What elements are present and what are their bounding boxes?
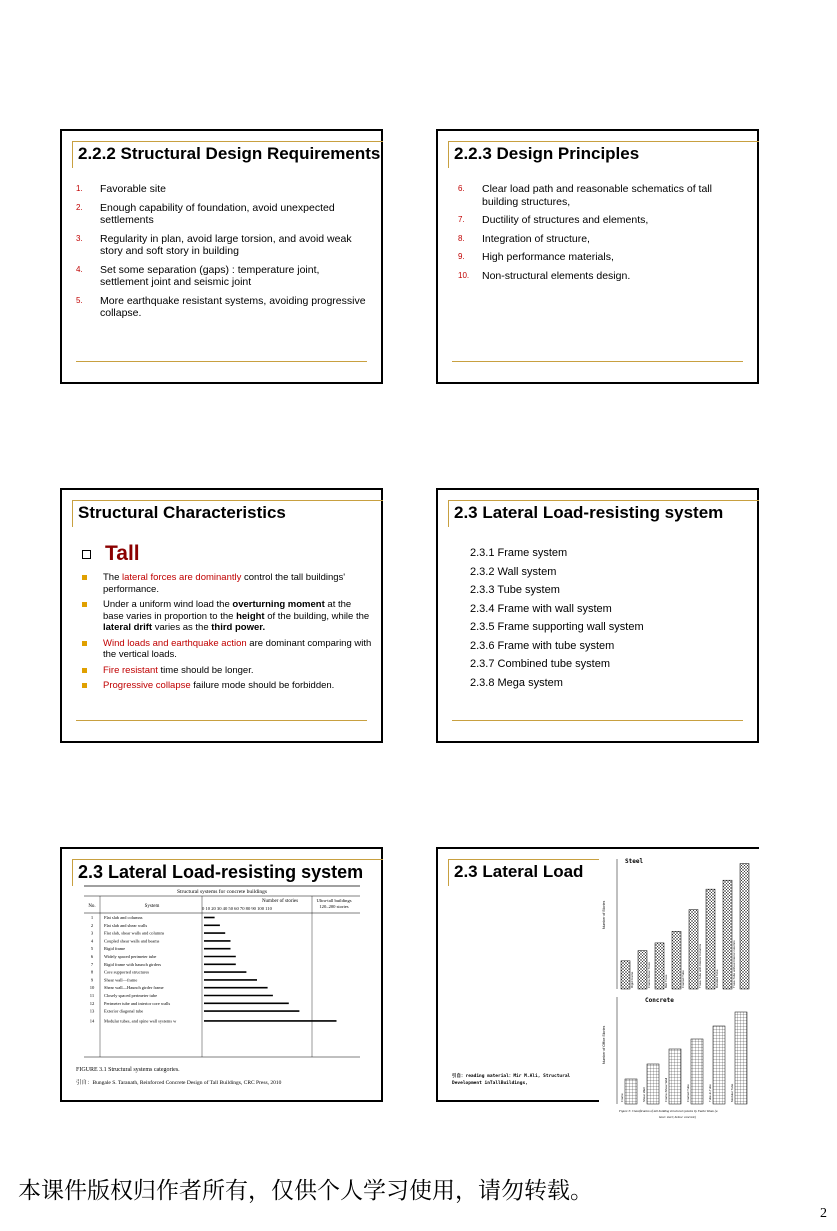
system-item: 2.3.2 Wall system (470, 565, 557, 578)
col-header-no: No. (88, 904, 96, 909)
highlight: Progressive collapse (103, 680, 191, 691)
item-number: 10. (458, 270, 470, 280)
list-item (458, 214, 748, 227)
row-number: 1 (90, 915, 94, 920)
item-text: Favorable site (100, 183, 166, 195)
list-item (458, 270, 748, 283)
text: The (103, 572, 123, 583)
text: failure mode should be forbidden. (190, 680, 335, 691)
row-number: 8 (90, 969, 94, 975)
item-number: 8. (458, 233, 465, 243)
concrete-tower-label: Shear Wall (642, 1087, 646, 1102)
slide-title: 2.2.3 Design Principles (454, 144, 640, 163)
divider (76, 361, 367, 362)
row-system: Flat slab and columns (104, 915, 143, 920)
steel-tower-label: Rigid Frame (630, 971, 634, 988)
copyright-notice: 本课件版权归作者所有，仅供个人学习使用，请勿转载。 (18, 1178, 593, 1204)
concrete-tower (691, 1039, 703, 1104)
item-number: 3. (76, 233, 83, 243)
steel-tower (689, 910, 698, 989)
principles-list (458, 183, 748, 288)
text: time should be longer. (157, 664, 254, 676)
highlight: Wind loads and earthquake action (103, 637, 247, 649)
system-item: 2.3.8 Mega system (470, 676, 563, 689)
systems-table-figure (62, 885, 381, 1065)
system-item: 2.3.3 Tube system (470, 584, 560, 596)
system-item: 2.3.4 Frame with wall system (470, 602, 612, 615)
concrete-tower (669, 1049, 681, 1104)
text: control the tall buildings' performance. (103, 572, 346, 595)
text: varies as the (152, 622, 212, 633)
item-text: High performance materials, (482, 251, 614, 263)
page-number: 2 (820, 1206, 827, 1221)
concrete-tower-label: Modular Tube (730, 1083, 734, 1102)
system-item: 2.3.1 Frame system (470, 547, 568, 559)
row-system: Perimeter tube and interior core walls (104, 1000, 171, 1006)
concrete-tower-label: Framed Tube (686, 1084, 690, 1102)
bullet-icon (82, 683, 87, 688)
row-number: 3 (90, 930, 94, 936)
row-number: 6 (90, 954, 94, 959)
bullet-icon (82, 668, 87, 673)
concrete-tower (735, 1012, 747, 1104)
row-number: 11 (89, 993, 95, 998)
list-item (76, 233, 366, 258)
item-number: 9. (458, 252, 465, 261)
bold-term: overturning moment (232, 599, 325, 610)
slide-lateral-systems-list (436, 488, 759, 743)
item-number: 2. (76, 202, 83, 212)
row-system: Flat slab and shear walls (104, 922, 148, 928)
list-item (82, 638, 374, 661)
item-text: Non-structural elements design. (482, 269, 631, 282)
bold-term: third power. (211, 622, 266, 633)
row-system: Exterior diagonal tube (104, 1008, 144, 1014)
checkbox-bullet-icon (82, 550, 91, 559)
list-item (82, 665, 374, 677)
col-header-stories: Number of stories (261, 899, 299, 904)
row-system: Closely spaced perimeter tube (104, 993, 158, 998)
item-text: Integration of structure, (482, 232, 590, 245)
characteristics-list (82, 572, 374, 696)
list-item (458, 183, 748, 208)
concrete-tower-label: Tube-in-Tube (708, 1084, 712, 1102)
slide-systems-table (60, 847, 383, 1102)
row-number: 9 (90, 977, 94, 983)
steel-tower (655, 943, 664, 989)
concrete-tower-label: Frame (620, 1093, 624, 1102)
slide-title: 2.3 Lateral Load (454, 862, 584, 881)
row-system: Rigid frame with haunch girders (104, 961, 162, 967)
concrete-tower (625, 1079, 637, 1104)
item-text: Regularity in plan, avoid large torsion, and avoid weak story and soft story in building (100, 232, 352, 257)
row-system: Coupled shear walls and beams (104, 938, 160, 944)
list-item (458, 233, 748, 246)
steel-tower (740, 864, 749, 989)
list-item (82, 599, 374, 634)
row-system: Shear wall—Haunch girder frame (104, 985, 164, 991)
row-system: Widely spaced perimeter tube (104, 954, 157, 959)
text: are dominant comparing with the vertical loads. (103, 637, 372, 660)
item-text: Enough capability of foundation, avoid unexpected settlements (100, 201, 335, 226)
list-item (76, 202, 366, 227)
steel-tower-label: Truss-Tube with Interior Columns (698, 943, 702, 988)
systems-list (470, 544, 644, 692)
concrete-tower (713, 1026, 725, 1104)
concrete-tower-label: Frame-Shear Wall (664, 1077, 668, 1102)
item-number: 6. (458, 184, 465, 193)
row-number: 5 (90, 946, 94, 952)
table-title: Structural systems for concrete buildings (176, 889, 268, 895)
tall-heading-text: Tall (105, 542, 140, 565)
system-item: 2.3.7 Combined tube system (470, 658, 611, 670)
steel-tower (638, 951, 647, 989)
reference-note: 引自：reading material：Mir M.Ali, Structural Development inTallBuildings, (452, 1074, 571, 1086)
item-text: Set some separation (gaps) : temperature joint, settlement joint and seismic joint (100, 263, 320, 288)
row-number: 10 (89, 985, 95, 991)
row-number: 14 (89, 1018, 95, 1024)
system-item: 2.3.6 Frame with tube system (470, 639, 615, 652)
highlight: Fire resistant (103, 664, 158, 676)
slide-design-requirements (60, 129, 383, 384)
col-header-ultra-range: 120–200 stories (319, 904, 349, 909)
text: of the building, while the (264, 610, 370, 622)
steel-tower-label: Framed Tube (681, 970, 685, 988)
item-text: More earthquake resistant systems, avoiding progressive collapse. (100, 294, 366, 319)
bold-term: lateral drift (103, 622, 153, 633)
list-item (458, 251, 748, 264)
citation: 引自：Bungale S. Taranath, Reinforced Concrete Design of Tall Buildings, CRC Press, 2010 (76, 1080, 282, 1086)
khan-classification-figure (599, 849, 759, 1121)
row-system: Rigid frame (104, 946, 126, 952)
divider (452, 720, 743, 721)
text: at the base varies in proportion to the (103, 599, 352, 622)
row-system: Shear wall—frame (104, 977, 138, 983)
list-item (76, 295, 366, 320)
row-number: 2 (90, 922, 94, 928)
item-number: 7. (458, 215, 465, 224)
figure-caption: FIGURE 3.1 Structural systems categories. (76, 1067, 180, 1073)
steel-tower-label: Belt Truss (664, 974, 668, 988)
item-text: Clear load path and reasonable schematics of tall building structures, (482, 183, 712, 208)
tick-labels: 0 10 20 30 40 50 60 70 80 90 100 110 (202, 906, 272, 911)
steel-tower (621, 961, 630, 989)
slide-title: 2.3 Lateral Load-resisting system (78, 862, 364, 882)
col-header-system: System (144, 904, 160, 909)
steel-tower (723, 880, 732, 989)
bold-term: height (236, 610, 265, 622)
slide-khan-chart (436, 847, 759, 1119)
list-item (76, 183, 366, 196)
requirements-list (76, 183, 366, 326)
figure-caption: Figure 3: Classification of tall building structural systems by Fazlur Khan (a (619, 1109, 718, 1113)
steel-tower-label: Frame-Shear Truss (647, 962, 651, 988)
list-item (82, 680, 374, 692)
slide-title: 2.3 Lateral Load-resisting system (454, 503, 724, 522)
row-number: 13 (89, 1008, 95, 1014)
item-text: Ductility of structures and elements, (482, 214, 649, 226)
slide-design-principles (436, 129, 759, 384)
concrete-label: Concrete (645, 997, 674, 1004)
bullet-icon (82, 641, 87, 646)
item-number: 4. (76, 264, 83, 274)
tall-heading (82, 542, 140, 566)
bullet-icon (82, 575, 87, 580)
row-system: Modular tubes, and spine wall systems w (104, 1018, 177, 1024)
row-number: 7 (90, 961, 94, 967)
slide-title: Structural Characteristics (78, 503, 286, 522)
concrete-tower (647, 1064, 659, 1104)
steel-tower (706, 889, 715, 989)
text: Under a uniform wind load the (103, 599, 233, 610)
col-header-ultra: Ultra-tall buildings (316, 898, 352, 903)
steel-axis-label: Number of Stories (602, 900, 606, 929)
divider (76, 720, 367, 721)
row-number: 12 (89, 1000, 95, 1006)
row-system: Flat slab, shear walls and columns (104, 930, 165, 936)
steel-tower-label: Bundled Tube (715, 969, 719, 988)
row-system: Core supported structures (104, 969, 150, 975)
slide-structural-characteristics (60, 488, 383, 743)
steel-tower (672, 931, 681, 989)
slide-title: 2.2.2 Structural Design Requirements (78, 144, 381, 163)
concrete-axis-label: Number of Office Stories (602, 1025, 606, 1064)
divider (452, 361, 743, 362)
steel-tower-label: Truss-Tube without Interior columns (732, 940, 736, 988)
system-item: 2.3.5 Frame supporting wall system (470, 621, 644, 633)
item-number: 1. (76, 184, 83, 193)
row-number: 4 (90, 938, 94, 944)
list-item (82, 572, 374, 595)
item-number: 5. (76, 295, 83, 305)
steel-label: Steel (625, 858, 644, 865)
bullet-icon (82, 602, 87, 607)
figure-caption-2: bove: steel; below: concrete) (659, 1115, 696, 1119)
highlight: lateral forces are dominantly (122, 572, 242, 583)
list-item (76, 264, 366, 289)
